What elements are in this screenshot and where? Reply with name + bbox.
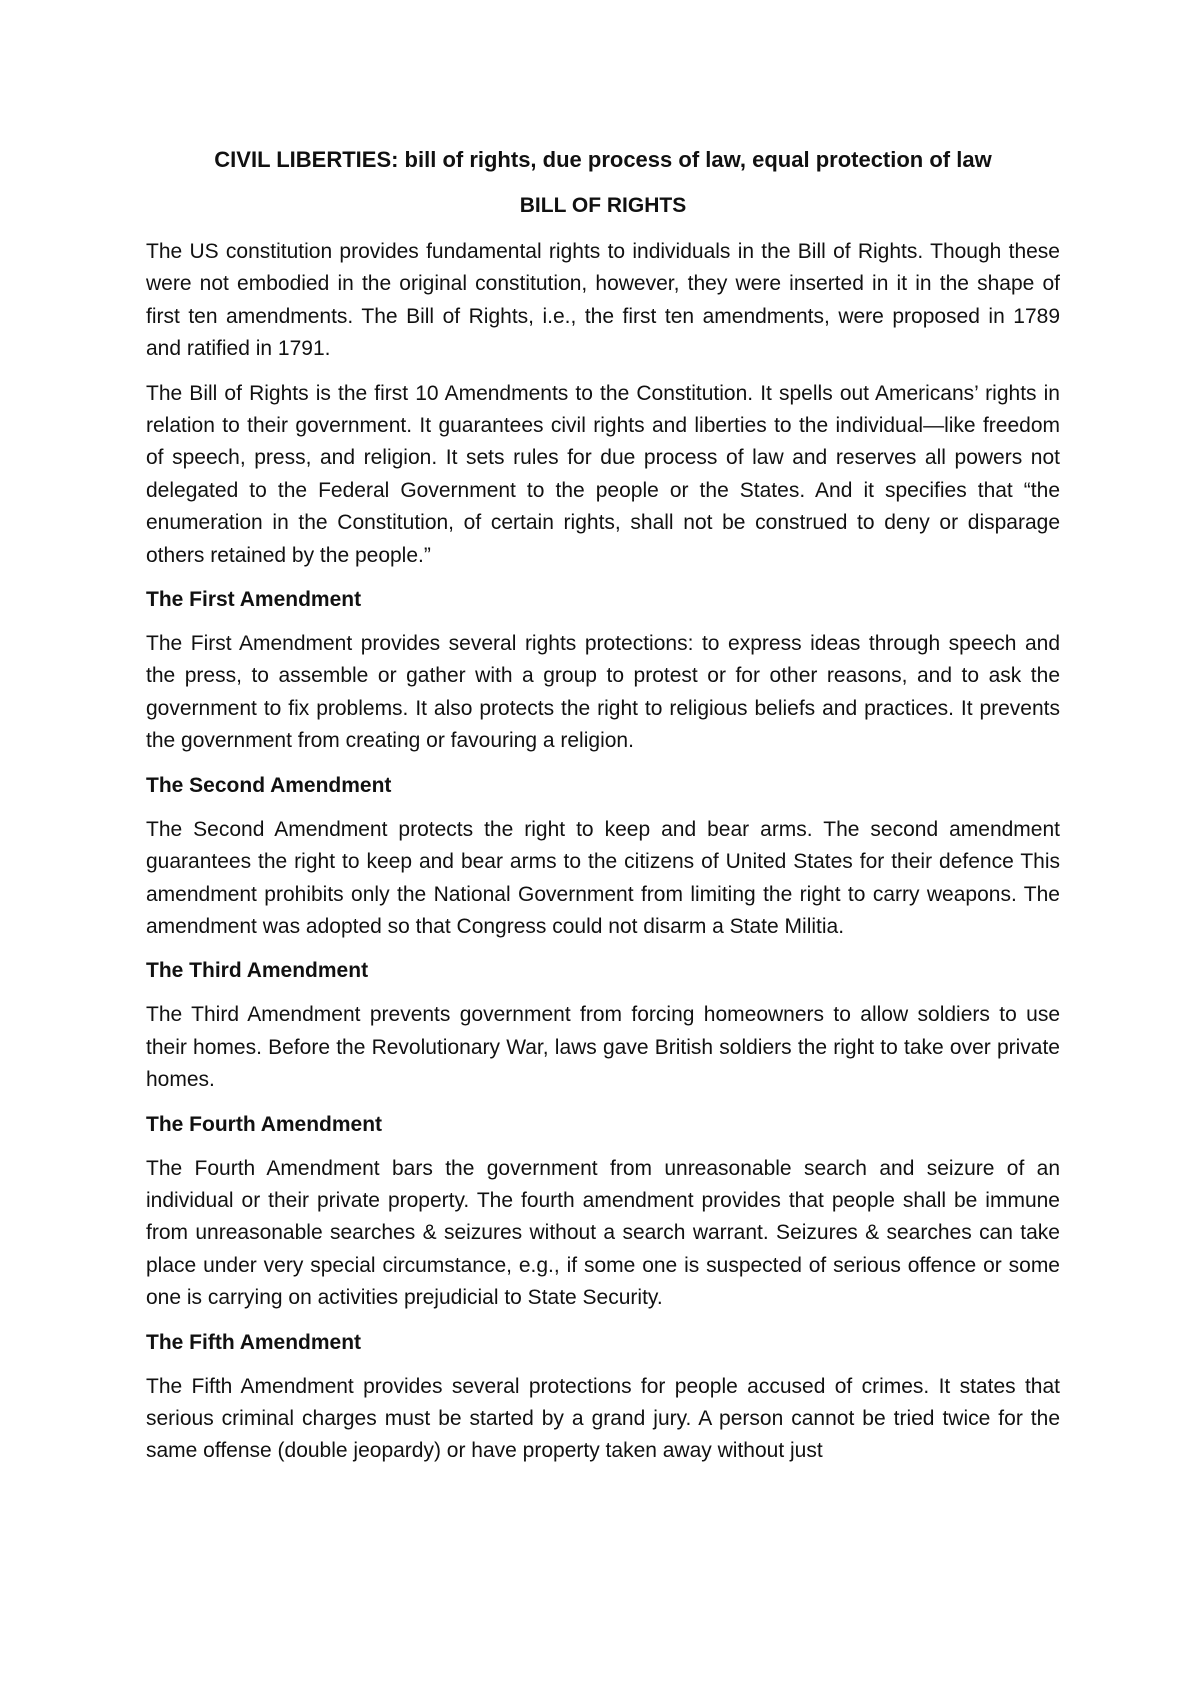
amendment-text-first: The First Amendment provides several rights protections: to express ideas through speech and the press, to assemble or gather with a group to protest or for other reasons, and to ask the government to fix problems. It also protects the right to religious beliefs and practices. It prevents the government from creating or favouring a religion. bbox=[146, 632, 1060, 753]
section-title: BILL OF RIGHTS bbox=[519, 194, 687, 217]
document-page bbox=[146, 144, 1060, 1480]
document-title: CIVIL LIBERTIES: bill of rights, due process of law, equal protection of law bbox=[214, 147, 992, 172]
amendment-text-second: The Second Amendment protects the right to keep and bear arms. The second amendment guarantees the right to keep and bear arms to the citizens of United States for their defence This amendment prohibits only the National Government from limiting the right to carry weapons. The amendment was adopted so that Congress could not disarm a State Militia. bbox=[146, 817, 1060, 938]
amendment-text-third: The Third Amendment prevents government from forcing homeowners to allow soldiers to use their homes. Before the Revolutionary War, laws gave British soldiers the right to take over private homes. bbox=[146, 1003, 1060, 1092]
amendment-heading-fourth: The Fourth Amendment bbox=[146, 1112, 383, 1136]
amendment-heading-fifth: The Fifth Amendment bbox=[146, 1330, 362, 1354]
amendment-text-fourth: The Fourth Amendment bars the government from unreasonable search and seizure of an individual or their private property. The fourth amendment provides that people shall be immune from unreasonable searches & seizures without a search warrant. Seizures & searches can take place under very special circumstance, e.g., if some one is suspected of serious offence or some one is carrying on activities prejudicial to State Security. bbox=[146, 1156, 1060, 1310]
amendment-heading-first: The First Amendment bbox=[146, 588, 362, 612]
intro-paragraph: The Bill of Rights is the first 10 Amendments to the Constitution. It spells out Americans’ rights in relation to their government. It guarantees civil rights and liberties to the individual—like freedom of speech, press, and religion. It sets rules for due process of law and reserves all powers not delegated to the Federal Government to the people or the States. And it specifies that “the enumeration in the Constitution, of certain rights, shall not be construed to deny or disparage others retained by the people.” bbox=[146, 381, 1060, 567]
amendment-text-fifth: The Fifth Amendment provides several protections for people accused of crimes. It states that serious criminal charges must be started by a grand jury. A person cannot be tried twice for the same offense (double jeopardy) or have property taken away without just bbox=[146, 1374, 1060, 1463]
amendment-heading-second: The Second Amendment bbox=[146, 773, 392, 797]
intro-paragraph: The US constitution provides fundamental rights to individuals in the Bill of Rights. Though these were not embodied in the original constitution, however, they were inserted in it in the shape of first ten amendments. The Bill of Rights, i.e., the first ten amendments, were proposed in 1789 and ratified in 1791. bbox=[146, 240, 1060, 361]
amendment-heading-third: The Third Amendment bbox=[146, 959, 369, 983]
